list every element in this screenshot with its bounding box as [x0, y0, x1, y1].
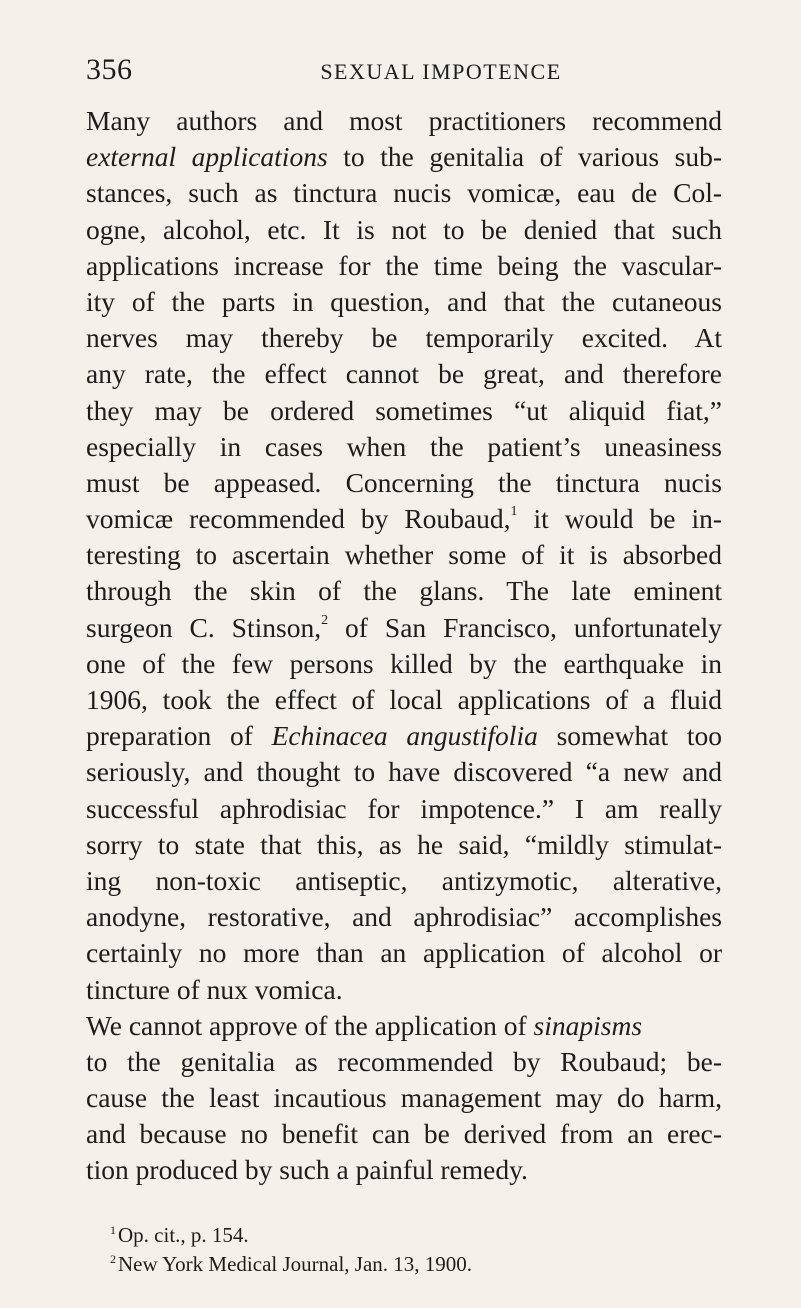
text-run: preparation of: [86, 720, 272, 752]
text-run: ogne, alcohol, etc. It is not to be denied that such: [86, 213, 722, 245]
text-line: [86, 827, 722, 863]
footnote: [110, 1250, 730, 1279]
text-run: successful aphrodisiac for impotence.” I am really: [86, 792, 722, 824]
text-run: they may be ordered sometimes “ut aliquid fiat,”: [86, 394, 722, 426]
footnotes: [110, 1221, 730, 1279]
italic-text: Echinacea angustifolia: [271, 720, 538, 752]
text-run: anodyne, restorative, and aphrodisiac” accomplishes: [86, 901, 722, 933]
page-number: 356: [86, 53, 133, 86]
text-line: [86, 248, 722, 284]
text-run: sorry to state that this, as he said, “mildly stimulat-: [86, 828, 722, 860]
text-run: surgeon C. Stinson,: [86, 611, 322, 643]
text-line: [86, 103, 722, 139]
italic-text: sinapisms: [533, 1009, 643, 1041]
text-run: vomicæ recommended by Roubaud,: [86, 503, 511, 535]
page-header: [86, 52, 726, 88]
text-line: [86, 754, 722, 790]
text-line: [86, 1044, 722, 1080]
text-line: [86, 1116, 722, 1152]
text-line: [86, 1080, 722, 1116]
text-run: seriously, and thought to have discovered “a new and: [86, 756, 722, 788]
text-run: certainly no more than an application of alcohol or: [86, 937, 722, 969]
text-line: [86, 537, 722, 573]
text-line: [86, 1008, 722, 1044]
text-line: [86, 610, 722, 646]
text-line: [86, 501, 722, 537]
text-run: to the genitalia as recommended by Roubaud; be-: [86, 1045, 722, 1077]
text-run: any rate, the effect cannot be great, and therefore: [86, 358, 722, 390]
text-line: [86, 682, 722, 718]
footnote: [110, 1221, 730, 1250]
footnote-marker: 2: [321, 612, 329, 628]
text-line: [86, 935, 722, 971]
text-run: somewhat too: [537, 720, 722, 752]
text-line: [86, 1152, 722, 1188]
text-line: [86, 356, 722, 392]
text-line: [86, 972, 722, 1008]
text-line: [86, 465, 722, 501]
text-line: [86, 573, 722, 609]
text-line: [86, 284, 722, 320]
text-run: ing non-toxic antiseptic, antizymotic, alterative,: [86, 864, 722, 896]
text-line: [86, 899, 722, 935]
text-run: must be appeased. Concerning the tinctura nucis: [86, 466, 722, 498]
text-run: tion produced by such a painful remedy.: [86, 1154, 528, 1186]
text-run: ity of the parts in question, and that the cutaneous: [86, 285, 722, 317]
text-run: applications increase for the time being the vascular-: [86, 249, 722, 281]
text-run: and because no benefit can be derived from an erec-: [86, 1118, 722, 1150]
text-run: stances, such as tinctura nucis vomicæ, eau de Col-: [86, 177, 722, 209]
text-run: Many authors and most practitioners recommend: [86, 105, 722, 136]
text-line: [86, 139, 722, 175]
text-run: through the skin of the glans. The late eminent: [86, 575, 722, 607]
footnote-text: Op. cit., p. 154.: [118, 1223, 249, 1247]
text-line: [86, 320, 722, 356]
footnote-marker: 1: [510, 504, 518, 520]
text-line: [86, 175, 722, 211]
text-line: [86, 791, 722, 827]
body-text: [86, 103, 722, 1189]
text-run: especially in cases when the patient’s uneasiness: [86, 430, 722, 462]
italic-text: external applications: [86, 141, 328, 173]
footnote-number: 1: [110, 1223, 116, 1237]
text-run: tincture of nux vomica.: [86, 973, 343, 1005]
text-run: We cannot approve of the application of: [86, 1009, 534, 1041]
text-line: [86, 429, 722, 465]
text-run: 1906, took the effect of local applications of a fluid: [86, 684, 722, 715]
text-run: of San Francisco, unfortunately: [328, 611, 722, 643]
text-line: [86, 646, 722, 682]
running-head: SEXUAL IMPOTENCE: [320, 59, 562, 84]
text-line: [86, 863, 722, 899]
text-line: [86, 393, 722, 429]
text-run: to the genitalia of various sub-: [327, 141, 723, 173]
text-run: teresting to ascertain whether some of it is absorbed: [86, 539, 722, 571]
footnote-number: 2: [110, 1252, 116, 1266]
text-run: cause the least incautious management may do harm,: [86, 1082, 722, 1114]
text-line: [86, 718, 722, 754]
footnote-text: New York Medical Journal, Jan. 13, 1900.: [118, 1252, 473, 1276]
text-line: [86, 212, 722, 248]
text-run: nerves may thereby be temporarily excited. At: [86, 322, 722, 354]
text-run: it would be in-: [517, 503, 722, 535]
text-run: one of the few persons killed by the earthquake in: [86, 647, 722, 679]
